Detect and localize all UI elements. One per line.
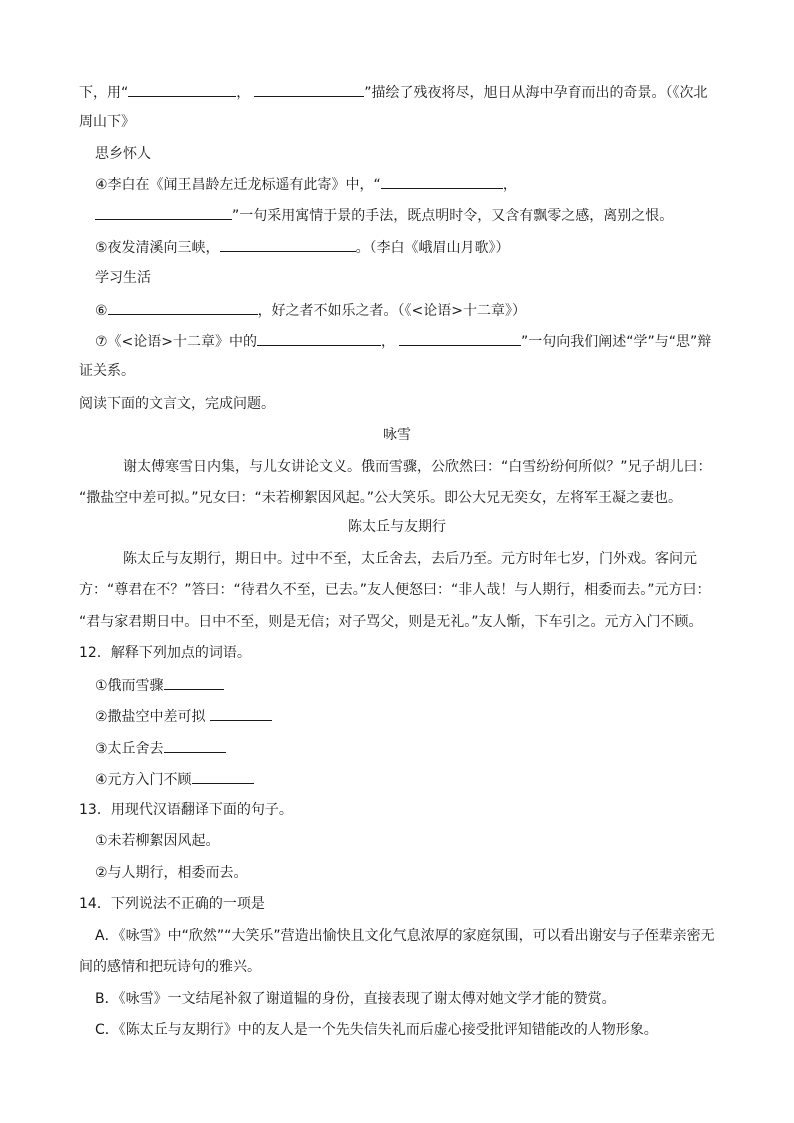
question-13-item: ②与人期行，相委而去。 (95, 865, 248, 881)
text: ⑤夜发清溪向三峡， (95, 240, 220, 256)
text: ， (236, 85, 251, 101)
answer-blank[interactable] (257, 331, 381, 346)
text: ”一句采用寓情于景的手法，既点明时令，又含有飘零之感，离别之恨。 (232, 208, 674, 224)
passage-2-line-2: 方：“尊君在不？”答曰：“待君久不至，已去。”友人便怒曰：“非人哉！与人期行，相委而去。”元方曰： (79, 582, 711, 598)
text: ，好之者不如乐之者。（《<论语>十二章》） (257, 303, 527, 319)
option-b: B．《咏雪》一文结尾补叙了谢道韫的身份，直接表现了谢太傅对她文学才能的赞赏。 (95, 991, 616, 1007)
reading-intro: 阅读下面的文言文，完成问题。 (79, 396, 275, 412)
question-13-stem: 13．用现代汉语翻译下面的句子。 (79, 802, 293, 818)
option-a-line-2: 间的感情和把玩诗句的雅兴。 (79, 959, 261, 975)
text: ⑥ (95, 303, 108, 319)
answer-blank[interactable] (164, 675, 224, 690)
text: ③太丘舍去 (95, 741, 164, 757)
question-14-stem: 14．下列说法不正确的一项是 (79, 896, 265, 912)
passage-title-yongxue: 咏雪 (383, 427, 411, 443)
text: ， (381, 334, 396, 350)
question-13-item: ①未若柳絮因风起。 (95, 833, 220, 849)
text: ①俄而雪骤 (95, 678, 164, 694)
question-12-stem: 12．解释下列加点的词语。 (79, 645, 251, 661)
text: ②撒盐空中差可拟 (95, 709, 211, 725)
question-7-line-2: 证关系。 (79, 363, 135, 379)
answer-blank[interactable] (108, 300, 258, 315)
question-4-line-2 (95, 205, 673, 226)
question-12-item (95, 769, 254, 790)
answer-blank[interactable] (399, 331, 521, 346)
option-a-line-1: A．《咏雪》中“欣然”“大笑乐”营造出愉快且文化气息浓厚的家庭氛围，可以看出谢安与子侄辈亲密无 (95, 928, 715, 944)
answer-blank[interactable] (210, 706, 272, 721)
question-4-line-1 (95, 174, 517, 195)
question-6 (95, 300, 526, 321)
section-heading-homesick: 思乡怀人 (95, 146, 151, 162)
text: 下，用“ (79, 85, 129, 101)
answer-blank[interactable] (254, 82, 364, 97)
passage-2-line-3: “君与家君期日中。日中不至，则是无信；对子骂父，则是无礼。”友人惭，下车引之。元方入门不顾。 (79, 614, 703, 630)
poem-line-2: 周山下》 (79, 114, 135, 130)
text: ”一句向我们阐述“学”与“思”辩 (521, 334, 712, 350)
question-12-item (95, 675, 224, 696)
answer-blank[interactable] (381, 174, 503, 189)
passage-2-line-1: 陈太丘与友期行，期日中。过中不至，太丘舍去，去后乃至。元方时年七岁，门外戏。客问元 (123, 551, 697, 567)
answer-blank[interactable] (128, 82, 236, 97)
passage-title-chentaiqiu: 陈太丘与友期行 (348, 519, 446, 535)
answer-blank[interactable] (192, 769, 254, 784)
text: ”描绘了残夜将尽，旭日从海中孕育而出的奇景。（《次北 (364, 85, 708, 101)
text: ④李白在《闻王昌龄左迁龙标遥有此寄》中，“ (95, 177, 381, 193)
text: 。（李白《峨眉山月歌》） (355, 240, 510, 256)
poem-line-1 (79, 82, 708, 103)
question-12-item (95, 706, 272, 727)
answer-blank[interactable] (220, 237, 356, 252)
question-5 (95, 237, 510, 258)
answer-blank[interactable] (95, 205, 232, 220)
text: ④元方入门不顾 (95, 772, 192, 788)
question-7-line-1 (95, 331, 711, 352)
question-12-item (95, 738, 226, 759)
text: ， (502, 177, 517, 193)
passage-1-line-2: “撒盐空中差可拟。”兄女曰：“未若柳絮因风起。”公大笑乐。即公大兄无奕女，左将军王凝之妻也。 (79, 490, 683, 506)
answer-blank[interactable] (164, 738, 226, 753)
option-c: C．《陈太丘与友期行》中的友人是一个先失信失礼而后虚心接受批评知错能改的人物形象。 (95, 1022, 658, 1038)
passage-1-line-1: 谢太傅寒雪日内集，与儿女讲论文义。俄而雪骤，公欣然曰：“白雪纷纷何所似？”兄子胡儿曰： (123, 459, 712, 475)
section-heading-study: 学习生活 (95, 270, 151, 286)
text: ⑦《<论语>十二章》中的 (95, 334, 258, 350)
